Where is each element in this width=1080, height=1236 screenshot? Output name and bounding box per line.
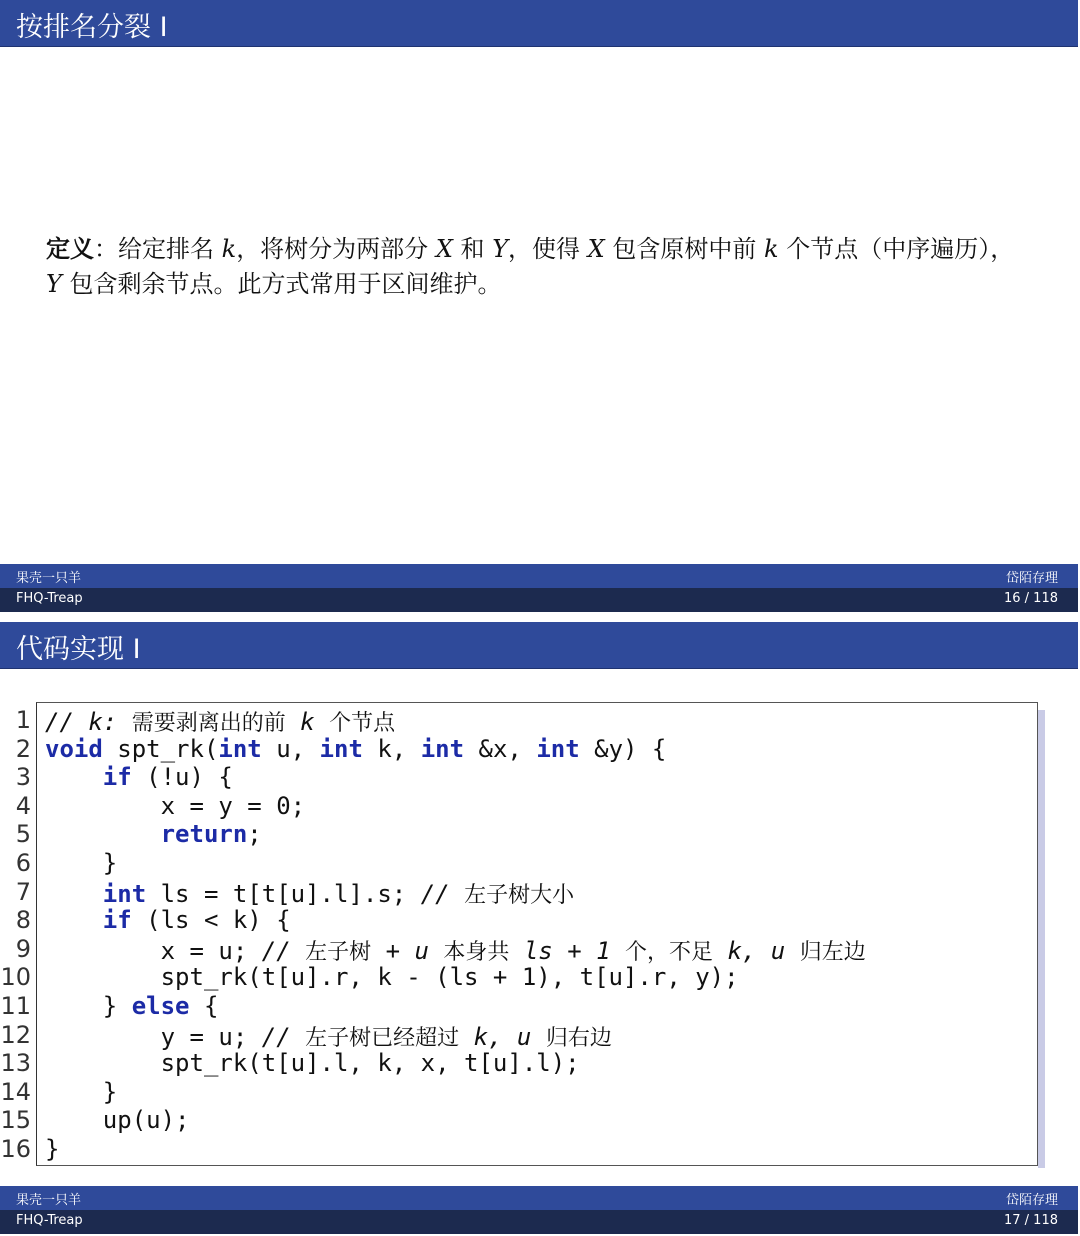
footer-page-number: 16 / 118 <box>1004 591 1058 606</box>
footer-topic: FHQ-Treap <box>16 1213 83 1228</box>
line-number: 10 <box>0 963 31 992</box>
code-text: spt_rk(t[u].l, k, x, t[u].l); <box>45 1049 580 1078</box>
footer-org: 岱陌存理 <box>1005 1193 1058 1208</box>
slide-16 <box>0 0 1078 612</box>
line-number: 5 <box>15 820 31 849</box>
code-text: y = u; // 左子树已经超过 k, u 归右边 <box>45 1022 612 1051</box>
code-text: } else { <box>45 992 219 1020</box>
code-text: // k: 需要剥离出的前 k 个节点 <box>45 708 396 736</box>
footer-top-row <box>0 564 1078 588</box>
footer-author: 果壳一只羊 <box>16 1193 82 1208</box>
line-number: 13 <box>0 1049 31 1078</box>
line-number: 4 <box>15 791 31 820</box>
line-number: 6 <box>15 849 31 877</box>
code-text: spt_rk(t[u].r, k - (ls + 1), t[u].r, y); <box>45 963 739 992</box>
line-number: 12 <box>0 1020 31 1049</box>
footer-topic: FHQ-Treap <box>16 591 83 606</box>
code-text: if (ls < k) { <box>102 906 291 935</box>
line-number: 8 <box>15 906 31 935</box>
definition-label: 定义 <box>46 235 94 263</box>
line-number: 16 <box>0 1135 31 1163</box>
slide-title-bar <box>0 0 1078 47</box>
code-text: int ls = t[t[u].l].s; // 左子树大小 <box>102 879 575 908</box>
line-number: 1 <box>15 706 31 734</box>
footer-author: 果壳一只羊 <box>16 571 82 586</box>
line-number: 3 <box>15 763 31 792</box>
footer-org: 岱陌存理 <box>1005 571 1058 586</box>
slide-title: 按排名分裂 I <box>16 12 168 43</box>
code-text: void spt_rk(int u, int k, int &x, int &y) { <box>45 734 667 763</box>
line-number: 15 <box>0 1106 31 1135</box>
slide-17 <box>0 622 1078 1234</box>
line-number: 14 <box>0 1077 31 1106</box>
code-text: up(u); <box>45 1106 190 1135</box>
code-text: x = u; // 左子树 + u 本身共 ls + 1 个，不足 k, u 归左边 <box>45 936 866 965</box>
code-text: } <box>45 849 118 877</box>
slide-title-bar <box>0 622 1078 669</box>
definition-text: ：给定排名 k，将树分为两部分 X 和 Y，使得 X 包含原树中前 k 个节点（中序遍历）， Y 包含剩余节点。此方式常用于区间维护。 <box>46 235 1015 298</box>
slide-title: 代码实现 I <box>16 634 141 665</box>
code-text: } <box>45 1077 118 1106</box>
code-text: return; <box>160 820 262 849</box>
code-text: x = y = 0; <box>45 791 306 820</box>
code-text: } <box>45 1135 60 1163</box>
line-number: 11 <box>0 992 31 1020</box>
footer-page-number: 17 / 118 <box>1004 1213 1058 1228</box>
line-number: 2 <box>15 734 31 763</box>
line-number: 9 <box>15 934 31 963</box>
line-number: 7 <box>15 877 31 906</box>
footer-top-row <box>0 1186 1078 1210</box>
footer-bottom-row <box>0 1210 1078 1234</box>
definition-paragraph <box>46 232 1046 302</box>
code-box-shadow <box>1038 710 1045 1168</box>
code-text: if (!u) { <box>102 763 233 792</box>
footer-bottom-row <box>0 588 1078 612</box>
